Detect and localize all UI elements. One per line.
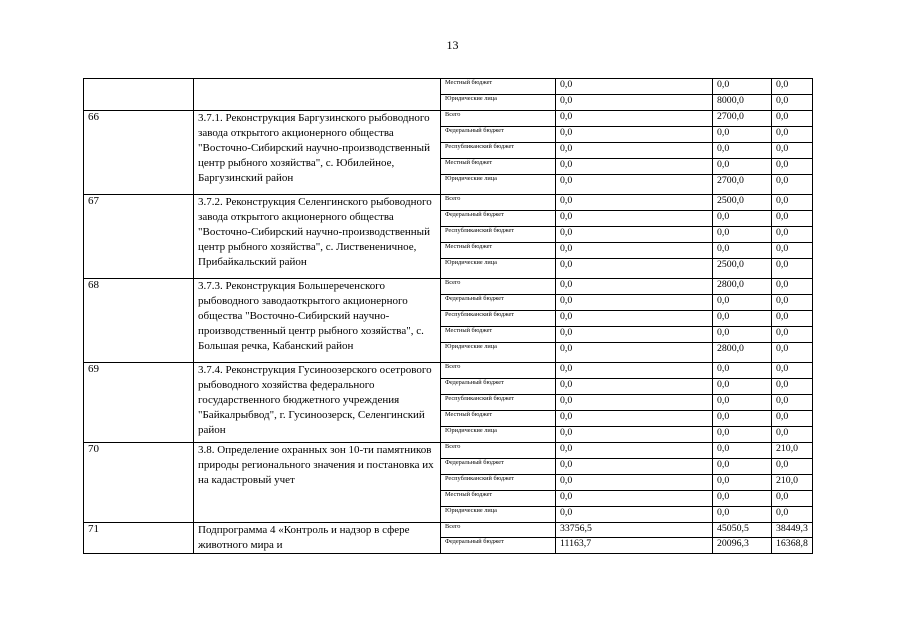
amount-year-2: 0,0 [713,395,772,411]
amount-year-3: 210,0 [772,475,813,491]
funding-source: Местный бюджет [441,327,556,343]
amount-year-2: 0,0 [713,459,772,475]
amount-year-2: 0,0 [713,411,772,427]
amount-year-1: 11163,7 [556,537,713,554]
table-row [84,443,813,459]
amount-year-1: 0,0 [556,259,713,279]
amount-year-1: 0,0 [556,459,713,475]
funding-source: Местный бюджет [441,79,556,95]
amount-year-2: 0,0 [713,475,772,491]
funding-source: Местный бюджет [441,159,556,175]
amount-year-3: 0,0 [772,259,813,279]
amount-year-1: 0,0 [556,227,713,243]
amount-year-3: 0,0 [772,491,813,507]
measure-name: 3.7.4. Реконструкция Гусиноозерского осетрового рыбоводного хозяйства федерального государственного бюджетного учреждения "Байкалрыбвод", г. Гусиноозерск, Селенгинский район [194,363,441,443]
amount-year-3: 0,0 [772,379,813,395]
budget-table [83,78,813,554]
amount-year-3: 16368,8 [772,537,813,554]
amount-year-3: 0,0 [772,243,813,259]
row-number [84,79,194,111]
row-number: 66 [84,111,194,195]
amount-year-1: 0,0 [556,243,713,259]
amount-year-3: 0,0 [772,411,813,427]
amount-year-2: 0,0 [713,379,772,395]
amount-year-2: 0,0 [713,427,772,443]
amount-year-1: 0,0 [556,327,713,343]
amount-year-3: 0,0 [772,227,813,243]
amount-year-3: 0,0 [772,311,813,327]
amount-year-2: 0,0 [713,79,772,95]
amount-year-2: 0,0 [713,243,772,259]
amount-year-2: 0,0 [713,311,772,327]
amount-year-1: 0,0 [556,95,713,111]
amount-year-1: 0,0 [556,279,713,295]
measure-name [194,79,441,111]
amount-year-1: 0,0 [556,507,713,523]
amount-year-3: 0,0 [772,195,813,211]
amount-year-3: 0,0 [772,327,813,343]
funding-source: Юридические лица [441,175,556,195]
funding-source: Юридические лица [441,343,556,363]
amount-year-3: 0,0 [772,175,813,195]
amount-year-2: 0,0 [713,143,772,159]
amount-year-3: 0,0 [772,159,813,175]
amount-year-3: 0,0 [772,507,813,523]
funding-source: Всего [441,443,556,459]
row-number: 69 [84,363,194,443]
amount-year-2: 0,0 [713,443,772,459]
amount-year-1: 0,0 [556,127,713,143]
amount-year-1: 0,0 [556,211,713,227]
amount-year-2: 0,0 [713,491,772,507]
amount-year-2: 20096,3 [713,537,772,554]
amount-year-2: 2700,0 [713,111,772,127]
table-row [84,363,813,379]
amount-year-2: 0,0 [713,127,772,143]
funding-source: Республиканский бюджет [441,227,556,243]
amount-year-3: 0,0 [772,343,813,363]
measure-name: 3.8. Определение охранных зон 10-ти памятников природы регионального значения и постановка их на кадастровый учет [194,443,441,523]
amount-year-1: 0,0 [556,295,713,311]
funding-source: Федеральный бюджет [441,459,556,475]
amount-year-3: 0,0 [772,427,813,443]
amount-year-1: 0,0 [556,79,713,95]
amount-year-2: 2800,0 [713,343,772,363]
amount-year-2: 2700,0 [713,175,772,195]
amount-year-3: 0,0 [772,395,813,411]
amount-year-1: 0,0 [556,491,713,507]
amount-year-1: 0,0 [556,379,713,395]
funding-source: Федеральный бюджет [441,537,556,554]
amount-year-2: 0,0 [713,295,772,311]
measure-name: 3.7.2. Реконструкция Селенгинского рыбоводного завода открытого акционерного общества "Восточно-Сибирский научно-производственный центр рыбного хозяйства", с. Листвененичное, Прибайкальский район [194,195,441,279]
funding-source: Республиканский бюджет [441,395,556,411]
amount-year-1: 0,0 [556,411,713,427]
amount-year-2: 0,0 [713,159,772,175]
table-row [84,79,813,95]
measure-name: 3.7.1. Реконструкция Баргузинского рыбоводного завода открытого акционерного общества "Восточно-Сибирский научно-производственный центр рыбного хозяйства", с. Юбилейное, Баргузинский район [194,111,441,195]
amount-year-1: 0,0 [556,343,713,363]
amount-year-3: 0,0 [772,279,813,295]
funding-source: Всего [441,279,556,295]
amount-year-3: 0,0 [772,95,813,111]
amount-year-1: 0,0 [556,443,713,459]
funding-source: Юридические лица [441,427,556,443]
row-number: 67 [84,195,194,279]
amount-year-2: 2500,0 [713,259,772,279]
funding-source: Юридические лица [441,507,556,523]
amount-year-2: 0,0 [713,211,772,227]
amount-year-1: 0,0 [556,175,713,195]
amount-year-1: 33756,5 [556,523,713,538]
funding-source: Всего [441,363,556,379]
amount-year-1: 0,0 [556,395,713,411]
measure-name: 3.7.3. Реконструкция Большереченского рыбоводного заводаоткрытого акционерного общества "Восточно-Сибирский научно-производственный центр рыбного хозяйства", с. Большая речка, Кабанский район [194,279,441,363]
amount-year-3: 38449,3 [772,523,813,538]
row-number: 68 [84,279,194,363]
amount-year-1: 0,0 [556,195,713,211]
amount-year-3: 0,0 [772,127,813,143]
amount-year-1: 0,0 [556,311,713,327]
table-row [84,279,813,295]
table-row [84,195,813,211]
amount-year-2: 2500,0 [713,195,772,211]
amount-year-1: 0,0 [556,475,713,491]
amount-year-2: 8000,0 [713,95,772,111]
amount-year-3: 0,0 [772,363,813,379]
row-number: 70 [84,443,194,523]
row-number: 71 [84,523,194,554]
amount-year-2: 0,0 [713,327,772,343]
amount-year-2: 45050,5 [713,523,772,538]
funding-source: Местный бюджет [441,411,556,427]
budget-table-body [84,79,813,554]
amount-year-2: 0,0 [713,507,772,523]
amount-year-1: 0,0 [556,363,713,379]
measure-name: Подпрограмма 4 «Контроль и надзор в сфере животного мира и [194,523,441,554]
funding-source: Федеральный бюджет [441,379,556,395]
funding-source: Республиканский бюджет [441,143,556,159]
funding-source: Федеральный бюджет [441,127,556,143]
amount-year-1: 0,0 [556,143,713,159]
amount-year-3: 0,0 [772,211,813,227]
amount-year-1: 0,0 [556,427,713,443]
amount-year-3: 0,0 [772,459,813,475]
funding-source: Всего [441,195,556,211]
amount-year-2: 0,0 [713,363,772,379]
funding-source: Республиканский бюджет [441,475,556,491]
funding-source: Местный бюджет [441,243,556,259]
funding-source: Федеральный бюджет [441,211,556,227]
funding-source: Республиканский бюджет [441,311,556,327]
amount-year-2: 0,0 [713,227,772,243]
funding-source: Юридические лица [441,95,556,111]
amount-year-3: 0,0 [772,295,813,311]
funding-source: Федеральный бюджет [441,295,556,311]
amount-year-2: 2800,0 [713,279,772,295]
amount-year-1: 0,0 [556,159,713,175]
funding-source: Всего [441,111,556,127]
funding-source: Всего [441,523,556,538]
page-number: 13 [446,38,459,52]
table-row [84,111,813,127]
funding-source: Местный бюджет [441,491,556,507]
amount-year-3: 0,0 [772,143,813,159]
funding-source: Юридические лица [441,259,556,279]
amount-year-1: 0,0 [556,111,713,127]
amount-year-3: 210,0 [772,443,813,459]
amount-year-3: 0,0 [772,79,813,95]
table-row [84,523,813,538]
amount-year-3: 0,0 [772,111,813,127]
